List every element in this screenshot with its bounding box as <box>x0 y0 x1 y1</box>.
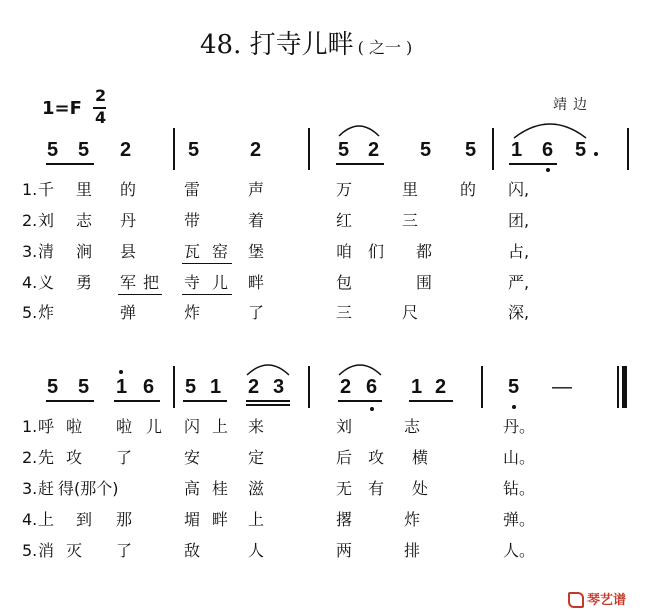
song-title <box>200 24 412 61</box>
lyric-word: 的 <box>120 180 137 199</box>
lyric-word: 声 <box>248 180 265 199</box>
lyric-word: 闪 <box>184 417 201 436</box>
lyric-word: 那 <box>116 510 133 529</box>
note: 2 <box>250 139 262 161</box>
lyric-word: 围 <box>416 273 433 292</box>
verse-number: 2. <box>22 448 38 467</box>
lyric-word: 得(那个) <box>58 479 119 498</box>
verse-number: 4. <box>22 273 38 292</box>
lyric-word: 里 <box>402 180 419 199</box>
lyric-word: 无 <box>336 479 353 498</box>
lyric-word: 都 <box>416 242 433 261</box>
lyric-word: 排 <box>404 541 421 560</box>
watermark-logo-icon <box>568 592 584 608</box>
verse-number: 4. <box>22 510 38 529</box>
lyric-word: 人。 <box>503 541 536 560</box>
lyric-word: 军 <box>120 273 137 292</box>
lyric-word: 雷 <box>184 180 201 199</box>
lyric-word: 丹。 <box>503 417 536 436</box>
lyric-word: 后 <box>336 448 353 467</box>
lyric-word: 定 <box>248 448 265 467</box>
lyric-word: 万 <box>336 180 353 199</box>
region-label: 靖边 <box>553 97 593 113</box>
lyric-word: 的 <box>460 180 477 199</box>
lyric-word: 窑 <box>212 242 229 261</box>
note: 5 <box>78 376 90 398</box>
lyric-word: 红 <box>336 211 353 230</box>
lyric-word: 畔 <box>212 510 229 529</box>
lyric-word: 堡 <box>248 242 265 261</box>
lyric-word: 里 <box>76 180 93 199</box>
lyric-word: 包 <box>336 273 353 292</box>
lyric-word: 人 <box>248 541 265 560</box>
lyric-word: 志 <box>76 211 93 230</box>
eighth-underline <box>46 163 94 165</box>
lyric-word: 了 <box>116 541 133 560</box>
lyric-underline <box>182 263 232 264</box>
lyric-word: 畔 <box>248 273 265 292</box>
note: 1 <box>511 139 523 161</box>
note: — <box>552 376 572 398</box>
verse-number: 3. <box>22 242 38 261</box>
barline <box>308 366 310 408</box>
lyric-word: 有 <box>368 479 385 498</box>
slur <box>512 120 588 140</box>
lyric-word: 儿 <box>212 273 229 292</box>
octave-dot-high <box>119 370 123 374</box>
eighth-underline <box>338 400 382 402</box>
lyric-word: 涧 <box>76 242 93 261</box>
note: 1 <box>210 376 222 398</box>
barline <box>492 128 494 170</box>
lyric-word: 占, <box>508 242 530 261</box>
lyric-underline <box>182 294 232 295</box>
verse-number: 3. <box>22 479 38 498</box>
lyric-word: 尺 <box>402 303 419 322</box>
lyric-word: 撂 <box>336 510 353 529</box>
lyric-word: 敌 <box>184 541 201 560</box>
note: 5 <box>338 139 350 161</box>
note: 5 <box>575 139 587 161</box>
note: 5 <box>47 376 59 398</box>
note: 5 <box>188 139 200 161</box>
lyric-word: 咱 <box>336 242 353 261</box>
lyric-word: 弹 <box>120 303 137 322</box>
augmentation-dot <box>594 152 598 156</box>
lyric-word: 处 <box>412 479 429 498</box>
lyric-word: 横 <box>412 448 429 467</box>
watermark-text: 琴艺谱 <box>587 593 627 608</box>
lyric-word: 到 <box>76 510 93 529</box>
lyric-word: 深, <box>508 303 530 322</box>
note: 5 <box>420 139 432 161</box>
barline <box>173 366 175 408</box>
lyric-word: 严, <box>508 273 530 292</box>
note: 5 <box>47 139 59 161</box>
lyric-word: 寺 <box>184 273 201 292</box>
eighth-underline <box>183 400 227 402</box>
note: 6 <box>366 376 378 398</box>
lyric-word: 上 <box>212 417 229 436</box>
lyric-word: 带 <box>184 211 201 230</box>
barline <box>627 128 629 170</box>
lyric-word: 炸 <box>38 303 55 322</box>
verse-number: 5. <box>22 303 38 322</box>
eighth-underline <box>46 400 94 402</box>
slur <box>245 361 291 377</box>
lyric-word: 了 <box>116 448 133 467</box>
note: 2 <box>120 139 132 161</box>
note: 2 <box>340 376 352 398</box>
song-title-main: 48. 打寺儿畔 <box>200 30 354 60</box>
note: 1 <box>411 376 423 398</box>
lyric-word: 丹 <box>120 211 137 230</box>
lyric-word: 把 <box>143 273 160 292</box>
barline <box>481 366 483 408</box>
lyric-word: 志 <box>404 417 421 436</box>
lyric-word: 啦 <box>66 417 83 436</box>
eighth-underline <box>336 163 384 165</box>
lyric-word: 山。 <box>503 448 536 467</box>
octave-dot-low <box>370 407 374 411</box>
lyric-word: 勇 <box>76 273 93 292</box>
note: 5 <box>508 376 520 398</box>
verse-number: 1. <box>22 180 38 199</box>
lyric-word: 两 <box>336 541 353 560</box>
lyric-word: 钻。 <box>503 479 536 498</box>
lyric-word: 千 <box>38 180 55 199</box>
note: 2 <box>248 376 260 398</box>
note: 6 <box>542 139 554 161</box>
meter-numerator: 2 <box>95 86 107 105</box>
lyric-word: 上 <box>38 510 55 529</box>
lyric-word: 高 <box>184 479 201 498</box>
lyric-word: 消 <box>38 541 55 560</box>
lyric-word: 炸 <box>184 303 201 322</box>
slur <box>337 361 383 377</box>
lyric-word: 瓦 <box>184 242 201 261</box>
lyric-word: 清 <box>38 242 55 261</box>
lyric-word: 三 <box>402 211 419 230</box>
eighth-underline <box>246 400 290 402</box>
eighth-underline <box>509 163 557 165</box>
octave-dot-low <box>546 168 550 172</box>
note: 3 <box>273 376 285 398</box>
verse-number: 1. <box>22 417 38 436</box>
lyric-word: 三 <box>336 303 353 322</box>
lyric-underline <box>118 294 162 295</box>
lyric-word: 义 <box>38 273 55 292</box>
meter-denominator: 4 <box>95 108 107 127</box>
slur <box>337 122 381 138</box>
lyric-word: 弹。 <box>503 510 536 529</box>
lyric-word: 安 <box>184 448 201 467</box>
note: 5 <box>78 139 90 161</box>
eighth-underline <box>114 400 160 402</box>
lyric-word: 桂 <box>212 479 229 498</box>
lyric-word: 灭 <box>66 541 83 560</box>
lyric-word: 堳 <box>184 510 201 529</box>
lyric-word: 攻 <box>368 448 385 467</box>
lyric-word: 团, <box>508 211 530 230</box>
song-title-sub: ( 之一 ) <box>357 38 413 57</box>
note: 2 <box>435 376 447 398</box>
final-barline-thick <box>622 366 627 408</box>
lyric-word: 啦 <box>116 417 133 436</box>
lyric-word: 们 <box>368 242 385 261</box>
lyric-word: 儿 <box>146 417 163 436</box>
lyric-word: 了 <box>248 303 265 322</box>
verse-number: 2. <box>22 211 38 230</box>
lyric-word: 上 <box>248 510 265 529</box>
octave-dot-low <box>512 405 516 409</box>
sixteenth-underline <box>246 404 290 406</box>
lyric-word: 赶 <box>38 479 55 498</box>
lyric-word: 攻 <box>66 448 83 467</box>
lyric-word: 刘 <box>38 211 55 230</box>
lyric-word: 炸 <box>404 510 421 529</box>
watermark <box>568 589 626 608</box>
lyric-word: 先 <box>38 448 55 467</box>
lyric-word: 刘 <box>336 417 353 436</box>
lyric-word: 县 <box>120 242 137 261</box>
note: 5 <box>465 139 477 161</box>
key-signature: 1=F <box>42 98 82 119</box>
note: 6 <box>143 376 155 398</box>
note: 5 <box>185 376 197 398</box>
lyric-word: 来 <box>248 417 265 436</box>
lyric-word: 滋 <box>248 479 265 498</box>
lyric-word: 着 <box>248 211 265 230</box>
eighth-underline <box>409 400 453 402</box>
final-barline-thin <box>617 366 619 408</box>
lyric-word: 呼 <box>38 417 55 436</box>
lyric-word: 闪, <box>508 180 530 199</box>
barline <box>308 128 310 170</box>
verse-number: 5. <box>22 541 38 560</box>
note: 1 <box>116 376 128 398</box>
note: 2 <box>368 139 380 161</box>
barline <box>173 128 175 170</box>
